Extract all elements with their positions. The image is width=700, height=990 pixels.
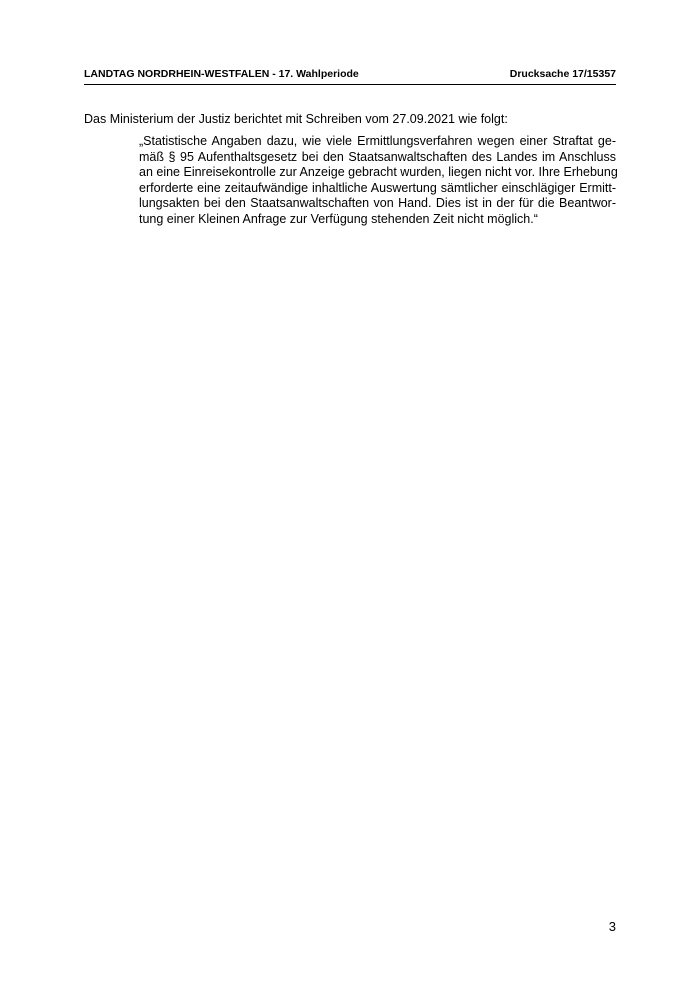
- intro-paragraph: Das Ministerium der Justiz berichtet mit Schreiben vom 27.09.2021 wie folgt:: [84, 112, 508, 126]
- quote-line: an eine Einreisekontrolle zur Anzeige gebracht wurden, liegen nicht vor. Ihre Erhebung: [139, 165, 618, 179]
- parliament-title: LANDTAG NORDRHEIN-WESTFALEN - 17. Wahlperiode: [84, 68, 359, 80]
- page-number: 3: [608, 919, 616, 934]
- quote-line: tung einer Kleinen Anfrage zur Verfügung stehenden Zeit nicht möglich.“: [139, 211, 538, 226]
- document-number: Drucksache 17/15357: [509, 68, 616, 80]
- quote-line: lungsakten bei den Staatsanwaltschaften von Hand. Dies ist in der für die Beantwor-: [139, 196, 616, 210]
- page-header: [84, 66, 616, 85]
- quote-line: erforderte eine zeitaufwändige inhaltliche Auswertung sämtlicher einschlägiger Ermitt-: [139, 180, 616, 195]
- quote-line: „Statistische Angaben dazu, wie viele Ermittlungsverfahren wegen einer Straftat ge-: [139, 134, 616, 148]
- quote-line: mäß § 95 Aufenthaltsgesetz bei den Staatsanwaltschaften des Landes im Anschluss: [139, 149, 616, 164]
- quoted-response: [139, 134, 616, 227]
